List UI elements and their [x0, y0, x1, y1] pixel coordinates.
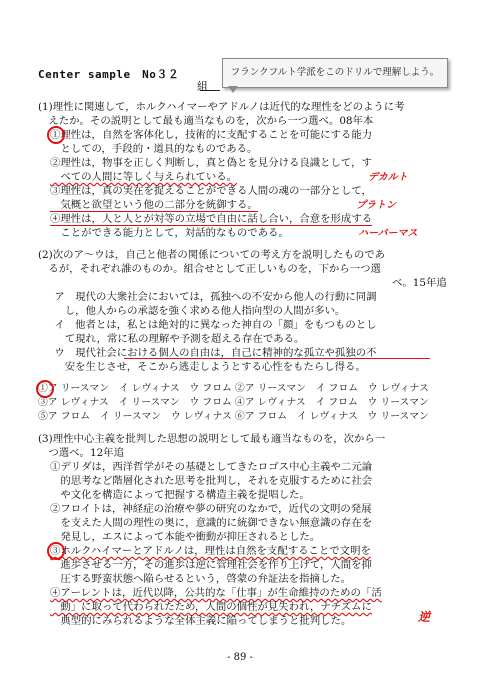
q3-option-1: ①デリダは，西洋哲学がその基礎としてきたロゴス中心主義や二元論 [50, 461, 373, 473]
q3-option-2: ②フロイトは，神経症の治療や夢の研究のなかで，近代の文明の発展 [50, 503, 372, 515]
class-blank [200, 90, 220, 91]
underline-mark [124, 358, 430, 359]
q1-option-1-cont: としての，手段的・道具的なものである。 [50, 143, 258, 155]
note-reverse: 逆 [418, 610, 431, 624]
q3-option-1-cont2: や文化を構造によって把握する構造主義を提唱した。 [50, 489, 310, 501]
q2-item-a-cont: し，他人からの承認を強く求める他人指向型の人間が多い。 [44, 305, 346, 317]
q3-option-2-cont2: 発見し，エスによって本能や衝動が抑圧されるとした。 [50, 531, 321, 543]
class-label: 組 [197, 80, 208, 93]
q3-option-3-cont2: 圧する野蛮状態へ陥らせるという，啓蒙の弁証法を指摘した。 [50, 573, 352, 585]
q3-option-2-cont: を支えた人間の理性の奥に，意識的に統御できない無意識の存在を [50, 517, 373, 529]
q1-option-4-cont: ことができる能力として，対話的なものである。 [50, 227, 289, 239]
q1-option-1: ①理性は，自然を客体化し，技術的に支配することを可能にする能力 [50, 129, 373, 141]
q1-option-4: ④理性は，人と人とが対等の立場で自由に話し合い，合意を形成する [50, 213, 373, 225]
q2-item-c: ウ 現代社会における個人の自由は，自己に精神的な孤立や孤独の不 [44, 347, 377, 359]
q3-stem-2: つ選べ。12年追 [38, 447, 124, 459]
q2-stem-2: るが，それぞれ誰のものか。組合せとして正しいものを，下から一つ選 [38, 263, 381, 275]
q1-option-3: ③理性は，真の実在を捉えることができる人間の魂の一部分として， [50, 185, 372, 197]
q2-choices-1: ①ア リースマン イ レヴィナス ウ フロム ②ア リースマン イ フロム ウ レヴィナス [38, 383, 429, 394]
q1-option-3-cont: 気概と欲望という他の二部分を統御する。 [50, 199, 258, 211]
q3-option-4: ④アーレントは，近代以降，公共的な「仕事」が生命維持のための「活 [50, 587, 382, 599]
q2-item-b: イ 他者とは，私とは絶対的に異なった神自の「顔」をもつものとし [44, 319, 377, 331]
q3-option-3: ③ホルクハイマーとアドルノは，理性は自然を支配することで文明を [50, 545, 371, 557]
callout-note: フランクフルト学派をこのドリルで理解しよう。 [222, 58, 448, 88]
q1-stem-2: えたか。その説明として最も適当なものを，次から一つ選べ。08年本 [38, 115, 374, 127]
note-habermas: ハーバーマス [358, 228, 418, 239]
note-plato: プラトン [356, 200, 396, 211]
q1-option-2: ②理性は，物事を正しく判断し，真と偽とを見分ける良識として，す [50, 157, 372, 169]
sheet-title: Center sample No３２ [38, 68, 180, 81]
q3-stem: (3)理性中心主義を批判した思想の説明として最も適当なものを，次から一 [38, 433, 386, 445]
q2-choices-3: ⑤ア フロム イ リースマン ウ レヴィナス ⑥ア フロム イ レヴィナス ウ リースマン [38, 411, 429, 422]
q1-option-1-number: ① [50, 129, 61, 141]
page-number: - 89 - [227, 652, 253, 663]
q2-stem: (2)次のア～ウは，自己と他者の関係についての考え方を説明したものであ [38, 249, 386, 261]
q3-option-3-cont: 進歩させる一方，その進歩は逆に管理社会を作り上げて，人間を抑 [50, 559, 372, 571]
q3-option-4-cont: 動」に取って代わられたため，人間の個性が見失われ，ナチズムに [50, 601, 372, 613]
q1-stem: (1)理性に関連して，ホルクハイマーやアドルノは近代的な理性をどのように考 [38, 101, 405, 113]
q3-option-1-cont: 的思考など階層化された思考を批判し，それを克服するために社会 [50, 475, 373, 487]
note-descartes: デカルト [368, 172, 408, 183]
q3-option-4-cont2: 典型的にみられるような全体主義に陥ってしまうと批判した。 [50, 615, 352, 627]
callout-tail [228, 86, 238, 93]
q2-choices-2: ③ア レヴィナス イ リースマン ウ フロム ④ア レヴィナス イ フロム ウ リースマン [38, 397, 429, 408]
q1-option-2-cont: べての人間に等しく与えられている。 [50, 171, 238, 183]
q2-item-b-cont: て現れ，常に私の理解や予測を超える存在である。 [44, 333, 305, 345]
q2-item-a: ア 現代の大衆社会においては，孤独への不安から他人の行動に同調 [44, 291, 377, 303]
q2-stem-3: べ。15年追 [392, 277, 447, 289]
q2-item-c-cont: 安を生じさせ，そこから逃走しようとする心性をもたらし得る。 [44, 361, 366, 373]
